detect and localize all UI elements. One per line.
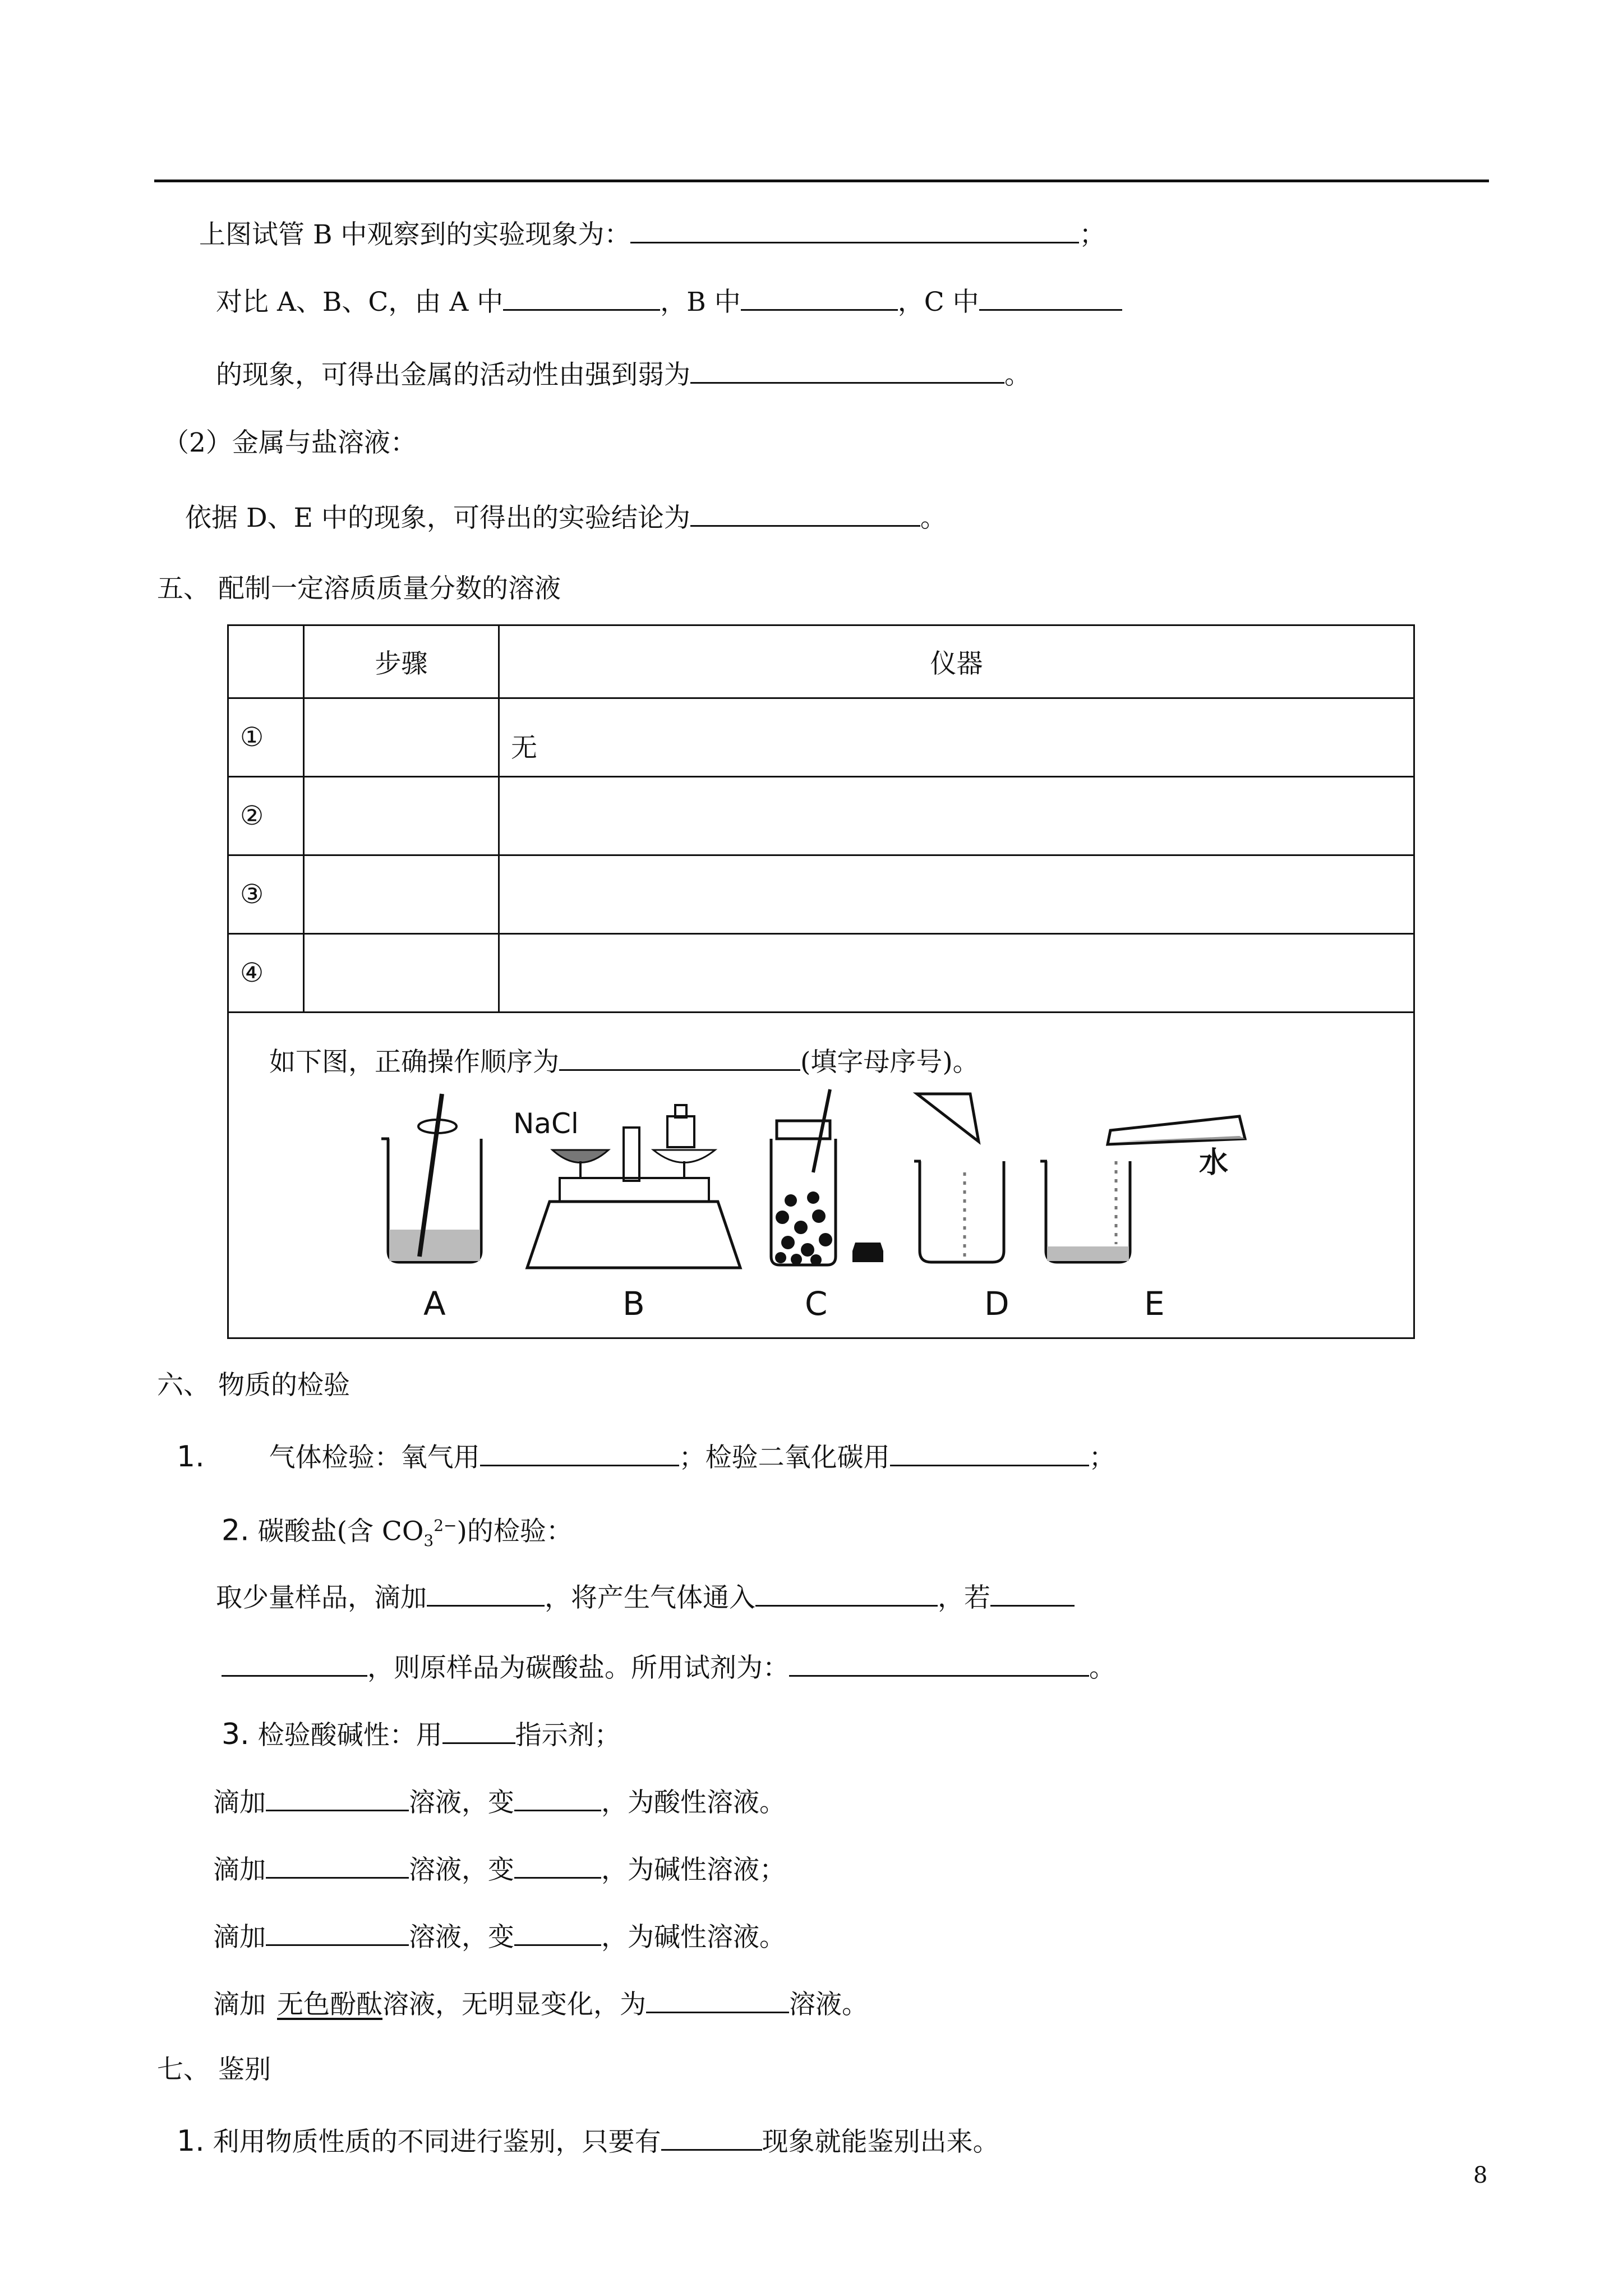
text: 的现象，可得出金属的活动性由强到弱为 <box>216 360 690 390</box>
table-row <box>228 855 1414 934</box>
answer-blank[interactable] <box>559 1043 800 1071</box>
page-number: 8 <box>1473 2162 1488 2188</box>
table-corner-cell <box>228 625 304 698</box>
beaker-water <box>1040 1116 1245 1262</box>
step-cell[interactable] <box>304 934 499 1013</box>
s6-phenol-line <box>213 1986 868 2022</box>
s7-item1 <box>177 2123 999 2159</box>
item-number: 1. <box>177 1440 205 1474</box>
s4-line2 <box>216 283 1122 319</box>
s6-base-line1 <box>213 1851 786 1887</box>
text: 利用物质性质的不同进行鉴别，只要有 <box>213 2127 661 2157</box>
figure-label-c: C <box>805 1285 828 1323</box>
s4-line4 <box>185 499 947 535</box>
text: ，则原样品为碳酸盐。所用试剂为： <box>367 1653 789 1683</box>
text: 溶液，无明显变化，为 <box>382 1989 646 2020</box>
text: ，为碱性溶液； <box>601 1855 786 1885</box>
answer-blank[interactable] <box>266 1784 409 1811</box>
table-row <box>228 698 1414 777</box>
figure-label-d: D <box>984 1285 1009 1323</box>
instrument-cell[interactable] <box>499 855 1414 934</box>
text: 滴加 <box>213 1989 266 2020</box>
text: 指示剂； <box>515 1720 621 1751</box>
text: 现象就能鉴别出来。 <box>762 2127 999 2157</box>
answer-blank[interactable] <box>514 1918 601 1946</box>
s7-heading: 七、 鉴别 <box>157 2054 271 2085</box>
text: 气体检验：氧气用 <box>269 1442 480 1473</box>
instrument-cell[interactable] <box>499 777 1414 855</box>
text: ，B 中 <box>660 287 741 318</box>
figure-label-b: B <box>623 1285 645 1323</box>
step-cell[interactable] <box>304 855 499 934</box>
text: 对比 A、B、C，由 A 中 <box>216 287 504 318</box>
text: ； <box>1079 219 1106 250</box>
answer-blank[interactable] <box>514 1851 601 1879</box>
table-header-row <box>228 625 1414 698</box>
text: 滴加 <box>213 1922 266 1953</box>
text: ，为碱性溶液。 <box>601 1922 786 1953</box>
text: 碳酸盐(含 CO <box>257 1516 424 1547</box>
text: 如下图，正确操作顺序为 <box>269 1047 559 1078</box>
s4-subheading: （2）金属与盐溶液： <box>163 427 417 458</box>
answer-blank[interactable] <box>755 1579 938 1607</box>
water-label: 水 <box>1199 1146 1229 1180</box>
step-cell[interactable] <box>304 777 499 855</box>
text: 依据 D、E 中的现象，可得出的实验结论为 <box>185 503 690 533</box>
text: 溶液，变 <box>409 1922 514 1953</box>
answer-blank[interactable] <box>890 1439 1089 1466</box>
row-number: ② <box>228 777 304 855</box>
beaker-stirring <box>381 1094 481 1262</box>
lab-figure <box>381 1083 1335 1296</box>
answer-blank[interactable] <box>990 1579 1075 1607</box>
text: 溶液。 <box>789 1989 868 2020</box>
answer-blank[interactable] <box>480 1439 679 1466</box>
text: ，为酸性溶液。 <box>601 1787 786 1818</box>
col-header-step: 步骤 <box>304 625 499 698</box>
text: (填字母序号)。 <box>800 1047 979 1078</box>
reagent-jar <box>771 1089 883 1266</box>
table-row <box>228 777 1414 855</box>
text: 。 <box>1089 1653 1115 1683</box>
s6-heading: 六、 物质的检验 <box>157 1370 350 1401</box>
item-number: 3. <box>222 1718 250 1751</box>
s4-line1 <box>199 216 1105 252</box>
beaker-funnel <box>914 1094 1004 1262</box>
answer-blank[interactable] <box>630 216 1079 243</box>
col-header-instrument: 仪器 <box>499 625 1414 698</box>
item-number: 1. <box>177 2124 205 2158</box>
order-line <box>269 1043 979 1079</box>
answer-blank[interactable] <box>789 1649 1089 1677</box>
text: ，C 中 <box>897 287 979 318</box>
text: 检验酸碱性：用 <box>257 1720 442 1751</box>
s4-line3 <box>216 356 1031 392</box>
row-number: ③ <box>228 855 304 934</box>
text: 上图试管 B 中观察到的实验现象为： <box>199 219 631 250</box>
answer-blank[interactable] <box>266 1918 409 1946</box>
instrument-cell[interactable] <box>499 934 1414 1013</box>
answer-blank[interactable] <box>690 356 1004 384</box>
text: 溶液，变 <box>409 1855 514 1885</box>
figure-label-e: E <box>1144 1285 1165 1323</box>
text: 滴加 <box>213 1787 266 1818</box>
answer-blank[interactable] <box>661 2123 762 2151</box>
s6-item2 <box>222 1509 573 1558</box>
answer-blank[interactable] <box>690 499 920 527</box>
answer-blank[interactable] <box>427 1579 545 1607</box>
step-cell[interactable] <box>304 698 499 777</box>
figure-label-a: A <box>423 1285 446 1323</box>
text: 溶液，变 <box>409 1787 514 1818</box>
text: ； <box>1089 1442 1115 1473</box>
text: ，若 <box>938 1582 990 1613</box>
answer-blank[interactable] <box>266 1851 409 1879</box>
text: 。 <box>1004 360 1031 390</box>
balance-scale <box>513 1105 740 1268</box>
instrument-cell[interactable]: 无 <box>499 698 1414 777</box>
s6-item2-line2 <box>222 1649 1115 1685</box>
answer-blank[interactable] <box>979 283 1122 311</box>
s5-heading: 五、 配制一定溶质质量分数的溶液 <box>157 573 561 604</box>
text: 取少量样品，滴加 <box>216 1582 427 1613</box>
row-number: ④ <box>228 934 304 1013</box>
s6-base-line2 <box>213 1918 786 1954</box>
superscript: 2− <box>434 1516 457 1535</box>
answer-blank[interactable] <box>442 1717 515 1744</box>
s6-item3 <box>222 1717 621 1752</box>
text: ，将产生气体通入 <box>545 1582 755 1613</box>
s6-item2-line1 <box>216 1579 1075 1615</box>
text: )的检验： <box>457 1516 573 1547</box>
s6-item1 <box>177 1439 1115 1475</box>
subscript: 3 <box>423 1531 434 1550</box>
text: 。 <box>920 503 947 533</box>
nacl-label: NaCl <box>513 1107 579 1140</box>
answer-blank[interactable] <box>222 1649 367 1677</box>
table-row <box>228 934 1414 1013</box>
phenolphthalein-text: 无色酚酞 <box>277 1989 382 2020</box>
item-number: 2. <box>222 1513 250 1548</box>
row-number: ① <box>228 698 304 777</box>
header-rule <box>154 180 1489 182</box>
answer-blank[interactable] <box>741 283 898 311</box>
answer-blank[interactable] <box>503 283 660 311</box>
answer-blank[interactable] <box>646 1986 789 2013</box>
text: ；检验二氧化碳用 <box>679 1442 890 1473</box>
s6-acid-line <box>213 1784 786 1820</box>
text: 滴加 <box>213 1855 266 1885</box>
answer-blank[interactable] <box>514 1784 601 1811</box>
